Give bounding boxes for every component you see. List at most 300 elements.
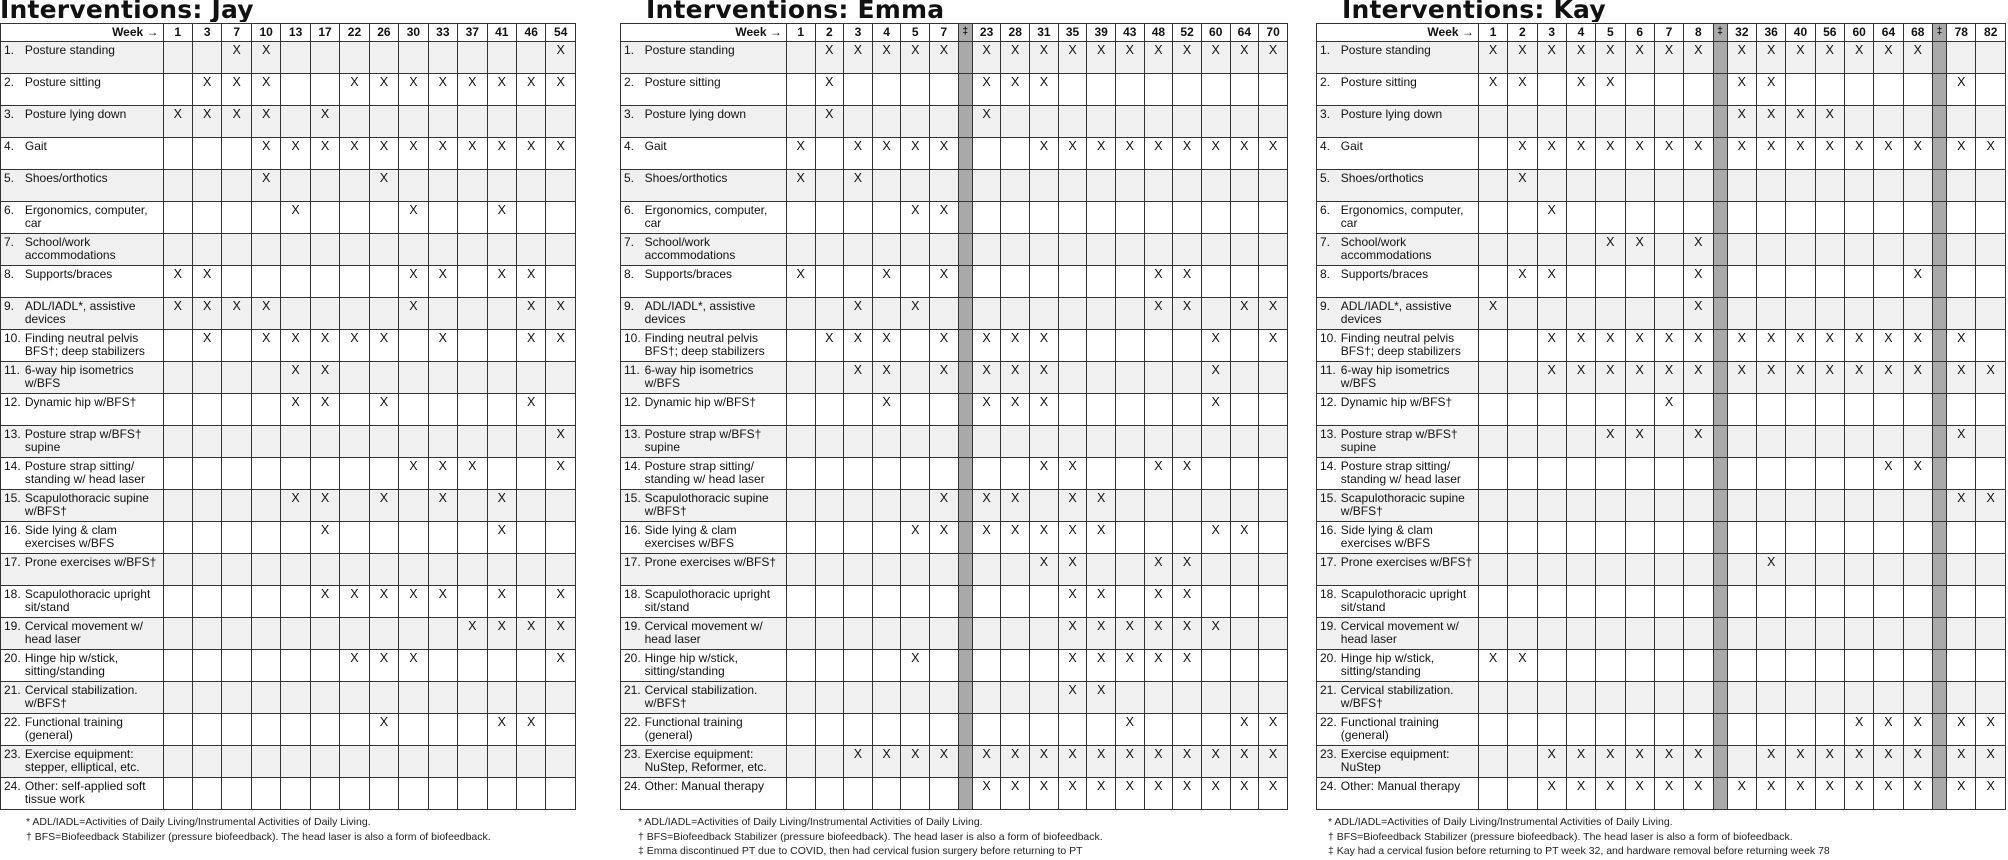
week-cell — [281, 74, 310, 106]
week-header-row — [1, 24, 576, 42]
week-cell — [1566, 266, 1595, 298]
week-cell — [1478, 714, 1507, 746]
week-cell — [487, 298, 516, 330]
week-cell: X — [1874, 330, 1903, 362]
week-cell: X — [930, 202, 959, 234]
gap-cell — [1932, 74, 1946, 106]
week-cell: X — [1115, 650, 1144, 682]
week-cell — [1259, 586, 1288, 618]
week-cell — [222, 138, 251, 170]
week-cell — [901, 170, 930, 202]
week-cell: X — [1844, 362, 1873, 394]
week-cell: X — [1173, 778, 1202, 810]
week-column-header: 2 — [1508, 24, 1537, 42]
week-cell: X — [1201, 522, 1230, 554]
week-cell — [1727, 714, 1756, 746]
week-column-header: 46 — [516, 24, 545, 42]
week-cell — [1786, 650, 1815, 682]
table-row — [1317, 138, 2006, 170]
week-cell — [872, 682, 901, 714]
week-cell — [1537, 554, 1566, 586]
table-row — [621, 714, 1288, 746]
week-cell — [399, 618, 428, 650]
week-cell — [546, 234, 576, 266]
week-cell — [1786, 298, 1815, 330]
week-cell — [1596, 394, 1625, 426]
week-cell — [1976, 682, 2006, 714]
week-cell — [1058, 330, 1087, 362]
intervention-label: Hinge hip w/stick, sitting/standing — [645, 650, 787, 682]
week-cell: X — [428, 138, 457, 170]
intervention-label: Exercise equipment: NuStep — [1341, 746, 1479, 778]
week-cell — [1815, 490, 1844, 522]
week-cell — [844, 458, 873, 490]
gap-cell — [1932, 426, 1946, 458]
week-cell — [1259, 362, 1288, 394]
week-cell — [1596, 522, 1625, 554]
week-cell — [428, 362, 457, 394]
week-cell — [458, 778, 487, 810]
week-cell — [1815, 266, 1844, 298]
week-cell: X — [1815, 778, 1844, 810]
week-cell — [1115, 106, 1144, 138]
week-cell — [1976, 234, 2006, 266]
week-cell — [1508, 554, 1537, 586]
week-cell — [1684, 458, 1713, 490]
week-cell — [1173, 362, 1202, 394]
week-cell — [163, 330, 192, 362]
week-cell — [1259, 618, 1288, 650]
week-cell: X — [1947, 330, 1976, 362]
week-cell: X — [192, 298, 221, 330]
week-cell: X — [1684, 266, 1713, 298]
week-cell: X — [1654, 746, 1683, 778]
week-cell — [1087, 458, 1116, 490]
week-cell — [1727, 266, 1756, 298]
week-cell: X — [1815, 362, 1844, 394]
week-cell — [1625, 650, 1654, 682]
week-cell: X — [1625, 362, 1654, 394]
week-cell — [815, 650, 844, 682]
week-cell — [1596, 714, 1625, 746]
week-column-header: 60 — [1201, 24, 1230, 42]
gap-cell — [1932, 490, 1946, 522]
week-cell — [399, 426, 428, 458]
week-cell — [340, 106, 369, 138]
week-cell — [1478, 458, 1507, 490]
intervention-label: ADL/IADL*, assistive devices — [25, 298, 163, 330]
week-cell — [872, 106, 901, 138]
week-cell: X — [1976, 490, 2006, 522]
week-cell — [1947, 298, 1976, 330]
intervention-label: Finding neutral pelvis BFS†; deep stabilizers — [645, 330, 787, 362]
week-cell — [546, 266, 576, 298]
week-cell — [786, 746, 815, 778]
week-cell: X — [310, 394, 339, 426]
week-cell: X — [1727, 778, 1756, 810]
week-cell — [844, 106, 873, 138]
week-cell — [1144, 202, 1173, 234]
week-cell — [1537, 490, 1566, 522]
week-cell: X — [901, 746, 930, 778]
week-cell — [1684, 522, 1713, 554]
week-cell — [516, 682, 545, 714]
week-cell — [1144, 74, 1173, 106]
week-cell — [369, 522, 398, 554]
week-cell — [1259, 458, 1288, 490]
week-cell — [310, 778, 339, 810]
week-cell: X — [1537, 746, 1566, 778]
week-cell: X — [1087, 586, 1116, 618]
week-column-header: 4 — [1566, 24, 1595, 42]
gap-cell — [958, 522, 972, 554]
week-cell: X — [487, 522, 516, 554]
week-cell — [901, 490, 930, 522]
week-cell — [1596, 202, 1625, 234]
table-row — [1, 298, 576, 330]
week-cell: X — [369, 330, 398, 362]
week-cell: X — [516, 266, 545, 298]
week-label: Week → — [1317, 24, 1479, 42]
week-cell — [1684, 106, 1713, 138]
table-row — [1, 106, 576, 138]
week-cell: X — [1030, 458, 1059, 490]
row-number: 2. — [621, 74, 645, 106]
intervention-label: Exercise equipment: stepper, elliptical, etc. — [25, 746, 163, 778]
gap-cell — [1932, 138, 1946, 170]
week-cell — [930, 426, 959, 458]
week-cell — [1625, 202, 1654, 234]
week-cell — [399, 682, 428, 714]
week-cell: X — [1947, 74, 1976, 106]
week-cell — [844, 426, 873, 458]
week-cell — [1756, 682, 1785, 714]
week-cell — [487, 234, 516, 266]
intervention-label: Cervical stabilization. w/BFS† — [1341, 682, 1479, 714]
week-cell — [1566, 586, 1595, 618]
week-cell — [1654, 682, 1683, 714]
week-cell — [428, 42, 457, 74]
week-cell: X — [786, 170, 815, 202]
week-cell — [1030, 490, 1059, 522]
panel-emma — [620, 0, 1290, 857]
week-cell: X — [1684, 778, 1713, 810]
week-cell — [1654, 234, 1683, 266]
week-cell — [1976, 458, 2006, 490]
week-cell: X — [930, 266, 959, 298]
week-cell — [1087, 298, 1116, 330]
week-cell: X — [1508, 266, 1537, 298]
intervention-label: Posture lying down — [1341, 106, 1479, 138]
week-cell: X — [1259, 714, 1288, 746]
week-cell — [1537, 682, 1566, 714]
week-cell — [428, 106, 457, 138]
week-cell: X — [251, 42, 280, 74]
week-cell: X — [222, 298, 251, 330]
week-cell — [1230, 170, 1259, 202]
week-cell: X — [1508, 170, 1537, 202]
week-cell — [872, 458, 901, 490]
week-cell: X — [458, 618, 487, 650]
week-cell — [930, 106, 959, 138]
week-cell — [516, 586, 545, 618]
week-cell — [1684, 490, 1713, 522]
week-column-header: ‡ — [1713, 24, 1727, 42]
week-cell: X — [1001, 394, 1030, 426]
week-cell — [1058, 202, 1087, 234]
week-cell: X — [1058, 458, 1087, 490]
row-number: 23. — [1, 746, 25, 778]
week-cell — [1173, 394, 1202, 426]
week-cell — [192, 682, 221, 714]
week-cell — [251, 426, 280, 458]
week-cell: X — [1230, 42, 1259, 74]
week-cell — [1001, 234, 1030, 266]
week-cell — [1144, 490, 1173, 522]
week-cell — [1684, 554, 1713, 586]
week-cell — [1030, 106, 1059, 138]
week-cell: X — [1087, 42, 1116, 74]
row-number: 1. — [1, 42, 25, 74]
week-cell — [1844, 170, 1873, 202]
week-cell: X — [815, 74, 844, 106]
week-cell — [786, 458, 815, 490]
week-cell: X — [972, 522, 1001, 554]
week-cell — [1786, 234, 1815, 266]
week-cell — [1115, 522, 1144, 554]
week-cell: X — [399, 458, 428, 490]
week-cell: X — [487, 138, 516, 170]
week-cell — [844, 234, 873, 266]
week-cell: X — [1259, 778, 1288, 810]
week-cell — [1115, 330, 1144, 362]
week-cell: X — [1727, 74, 1756, 106]
week-cell — [786, 714, 815, 746]
week-cell: X — [310, 586, 339, 618]
week-cell — [901, 394, 930, 426]
week-cell: X — [1684, 746, 1713, 778]
week-cell — [1815, 234, 1844, 266]
week-cell — [1201, 682, 1230, 714]
gap-cell — [958, 490, 972, 522]
week-cell: X — [844, 42, 873, 74]
week-cell: X — [369, 170, 398, 202]
row-number: 21. — [621, 682, 645, 714]
week-cell — [251, 522, 280, 554]
week-cell: X — [281, 202, 310, 234]
week-cell — [163, 458, 192, 490]
week-cell — [163, 362, 192, 394]
week-cell — [1087, 202, 1116, 234]
week-cell — [222, 202, 251, 234]
week-cell — [1625, 298, 1654, 330]
week-column-header: 1 — [163, 24, 192, 42]
gap-cell — [958, 650, 972, 682]
week-cell — [1508, 778, 1537, 810]
week-cell — [1537, 586, 1566, 618]
week-cell — [1727, 522, 1756, 554]
week-cell: X — [516, 330, 545, 362]
week-cell: X — [399, 298, 428, 330]
week-cell: X — [281, 490, 310, 522]
week-cell: X — [1756, 362, 1785, 394]
week-cell — [1786, 522, 1815, 554]
week-cell: X — [281, 330, 310, 362]
week-cell: X — [1087, 778, 1116, 810]
row-number: 18. — [1, 586, 25, 618]
week-cell — [901, 618, 930, 650]
week-cell: X — [281, 138, 310, 170]
week-cell — [310, 458, 339, 490]
gap-cell — [958, 554, 972, 586]
week-column-header: 37 — [458, 24, 487, 42]
table-row — [1, 554, 576, 586]
week-cell: X — [428, 74, 457, 106]
week-cell: X — [1756, 554, 1785, 586]
week-cell: X — [1596, 362, 1625, 394]
week-cell — [1478, 266, 1507, 298]
week-cell: X — [1478, 74, 1507, 106]
week-cell — [844, 490, 873, 522]
intervention-label: Hinge hip w/stick, sitting/standing — [1341, 650, 1479, 682]
week-cell: X — [1508, 138, 1537, 170]
intervention-label: Posture strap w/BFS† supine — [1341, 426, 1479, 458]
week-cell: X — [1625, 330, 1654, 362]
week-cell: X — [340, 74, 369, 106]
week-cell: X — [1625, 234, 1654, 266]
week-cell — [1874, 266, 1903, 298]
week-cell — [1537, 650, 1566, 682]
week-cell — [786, 362, 815, 394]
week-cell — [251, 362, 280, 394]
week-cell — [786, 426, 815, 458]
footnote: ‡ Emma discontinued PT due to COVID, then had cervical fusion surgery before returning to PT — [638, 845, 1083, 857]
week-cell: X — [1786, 746, 1815, 778]
week-cell — [1756, 522, 1785, 554]
gap-cell — [1713, 42, 1727, 74]
week-cell — [1001, 618, 1030, 650]
week-cell: X — [1030, 522, 1059, 554]
intervention-label: Shoes/orthotics — [25, 170, 163, 202]
week-cell — [281, 650, 310, 682]
week-cell — [815, 618, 844, 650]
week-cell: X — [901, 298, 930, 330]
row-number: 2. — [1, 74, 25, 106]
week-cell: X — [1756, 74, 1785, 106]
week-cell: X — [1684, 426, 1713, 458]
week-cell: X — [310, 362, 339, 394]
week-cell: X — [1756, 106, 1785, 138]
week-column-header: 5 — [901, 24, 930, 42]
week-cell: X — [399, 586, 428, 618]
week-cell — [786, 682, 815, 714]
intervention-label: Side lying & clam exercises w/BFS — [645, 522, 787, 554]
week-cell — [1508, 234, 1537, 266]
week-cell — [1625, 106, 1654, 138]
week-cell — [192, 490, 221, 522]
week-cell — [844, 714, 873, 746]
week-cell — [786, 234, 815, 266]
week-cell: X — [1903, 138, 1932, 170]
week-cell — [1230, 330, 1259, 362]
week-cell — [192, 362, 221, 394]
week-cell: X — [1566, 778, 1595, 810]
week-cell — [1874, 298, 1903, 330]
table-row — [1317, 234, 2006, 266]
week-cell — [192, 714, 221, 746]
week-column-header: 7 — [1654, 24, 1683, 42]
week-cell: X — [369, 394, 398, 426]
week-cell — [369, 618, 398, 650]
intervention-label: Scapulothoracic supine w/BFS† — [1341, 490, 1479, 522]
week-cell — [163, 170, 192, 202]
week-cell — [222, 458, 251, 490]
week-cell — [428, 426, 457, 458]
week-cell — [1537, 426, 1566, 458]
week-cell: X — [1874, 42, 1903, 74]
week-cell — [1001, 426, 1030, 458]
week-cell: X — [786, 138, 815, 170]
gap-cell — [958, 714, 972, 746]
week-column-header: 36 — [1756, 24, 1785, 42]
week-cell — [972, 202, 1001, 234]
row-number: 11. — [1317, 362, 1341, 394]
week-cell — [901, 714, 930, 746]
week-cell — [1727, 298, 1756, 330]
week-cell — [163, 234, 192, 266]
week-column-header: 64 — [1874, 24, 1903, 42]
week-cell: X — [516, 298, 545, 330]
week-cell — [546, 394, 576, 426]
row-number: 10. — [621, 330, 645, 362]
week-cell — [1115, 586, 1144, 618]
week-cell — [428, 778, 457, 810]
footnotes-emma — [638, 815, 1103, 859]
week-cell: X — [1144, 746, 1173, 778]
week-cell — [1144, 394, 1173, 426]
intervention-label: Gait — [645, 138, 787, 170]
week-cell — [1596, 618, 1625, 650]
week-cell — [1537, 618, 1566, 650]
week-cell — [1815, 74, 1844, 106]
week-cell: X — [901, 522, 930, 554]
week-cell: X — [1844, 138, 1873, 170]
intervention-label: Functional training (general) — [645, 714, 787, 746]
week-cell: X — [1030, 362, 1059, 394]
week-cell: X — [1144, 586, 1173, 618]
week-cell — [1087, 330, 1116, 362]
table-row — [1317, 330, 2006, 362]
week-cell — [1976, 330, 2006, 362]
week-cell: X — [815, 42, 844, 74]
week-cell — [516, 650, 545, 682]
week-cell — [340, 266, 369, 298]
week-cell — [1566, 714, 1595, 746]
week-cell — [222, 394, 251, 426]
week-cell — [1230, 362, 1259, 394]
week-cell — [251, 618, 280, 650]
table-row — [621, 458, 1288, 490]
week-cell — [1596, 266, 1625, 298]
week-cell — [1844, 394, 1873, 426]
week-cell: X — [487, 618, 516, 650]
intervention-label: Cervical movement w/ head laser — [25, 618, 163, 650]
week-cell — [872, 74, 901, 106]
week-cell — [458, 394, 487, 426]
week-cell — [872, 234, 901, 266]
row-number: 12. — [621, 394, 645, 426]
table-row — [1, 490, 576, 522]
